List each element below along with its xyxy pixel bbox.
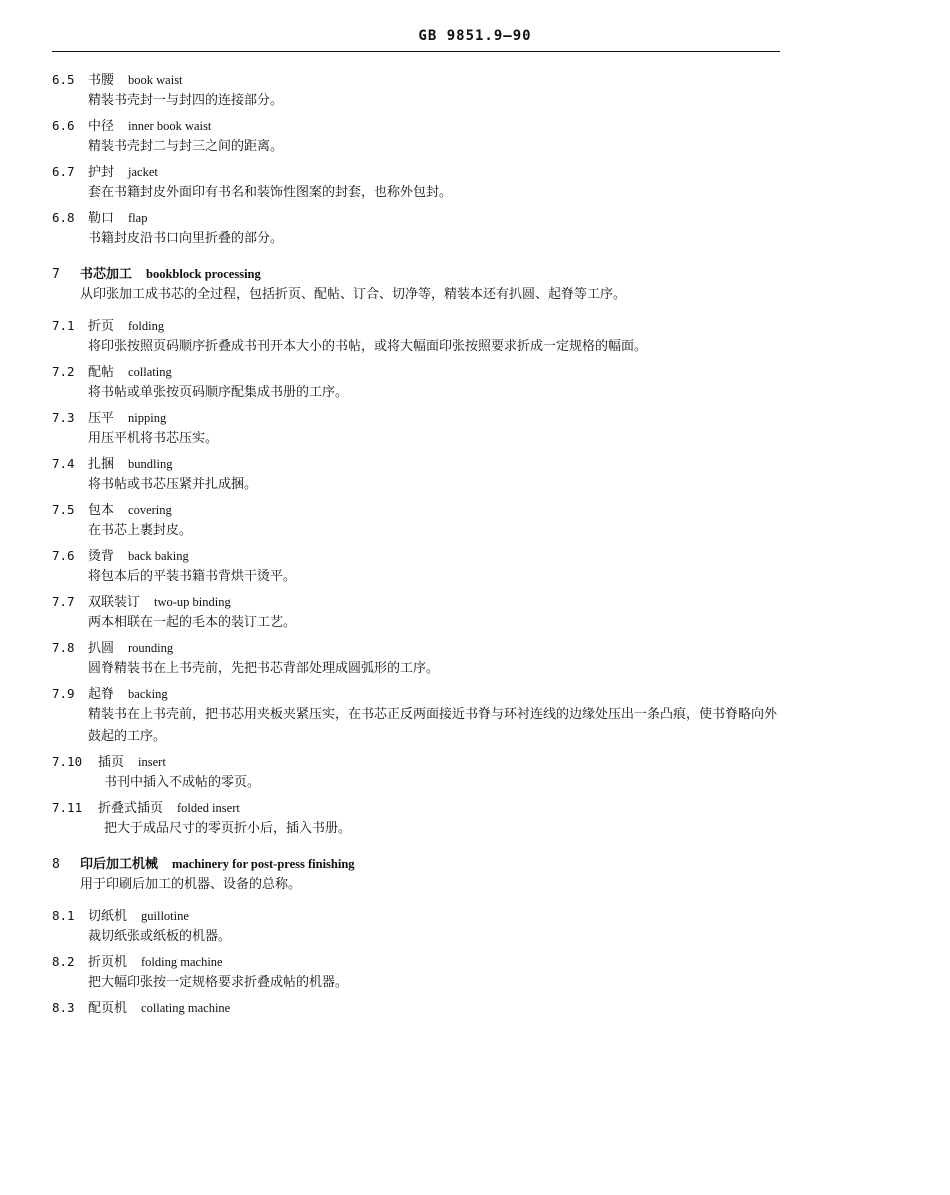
term-zh: 扎捆: [88, 457, 115, 472]
term-en: flap: [128, 211, 148, 225]
term-zh: 配帖: [88, 365, 115, 380]
term-number: 7.3: [52, 410, 75, 425]
term-en: inner book waist: [128, 119, 212, 133]
term-heading: [52, 364, 787, 382]
term-en: rounding: [128, 641, 174, 655]
term-number: 7.9: [52, 686, 75, 701]
term-zh: 护封: [88, 165, 115, 180]
term-number: 7.8: [52, 640, 75, 655]
term-definition: 精装书壳封二与封三之间的距离。: [88, 139, 284, 154]
term-definition: 用压平机将书芯压实。: [88, 431, 219, 446]
term-en: folding: [128, 319, 165, 333]
term-definition: 圆脊精装书在上书壳前，先把书芯背部处理成圆弧形的工序。: [88, 661, 440, 676]
term-zh: 包本: [88, 503, 115, 518]
term-en: collating machine: [141, 1001, 231, 1015]
term-number: 7.6: [52, 548, 75, 563]
term-definition: 裁切纸张或纸板的机器。: [88, 929, 232, 944]
term-number: 7.10: [52, 754, 83, 769]
section-definition: 从印张加工成书芯的全过程，包括折页、配帖、订合、切净等，精装本还有扒圆、起脊等工序。: [80, 287, 627, 302]
section-number: 8: [52, 857, 60, 872]
term-heading: [52, 502, 787, 520]
section-definition: 用于印刷后加工的机器、设备的总称。: [80, 877, 302, 892]
term-en: jacket: [128, 165, 158, 179]
term-definition: 套在书籍封皮外面印有书名和装饰性图案的封套，也称外包封。: [88, 185, 453, 200]
term-definition: 将书帖或书芯压紧并扎成捆。: [88, 477, 258, 492]
term-heading: [52, 908, 787, 926]
term-en: folded insert: [177, 801, 240, 815]
term-definition: 将书帖或单张按页码顺序配集成书册的工序。: [88, 385, 349, 400]
term-en: insert: [138, 755, 166, 769]
term-heading: [52, 640, 787, 658]
term-number: 7.5: [52, 502, 75, 517]
section-title-zh: 书芯加工: [80, 267, 133, 282]
section-heading: [52, 266, 787, 284]
term-heading: [52, 954, 787, 972]
term-definition: 书籍封皮沿书口向里折叠的部分。: [88, 231, 284, 246]
term-heading: [52, 686, 787, 704]
term-definition: 在书芯上裹封皮。: [88, 523, 193, 538]
term-number: 6.5: [52, 72, 75, 87]
term-number: 7.11: [52, 800, 83, 815]
document-body: [52, 72, 787, 1018]
section-number: 7: [52, 267, 60, 282]
term-number: 6.7: [52, 164, 75, 179]
term-en: two-up binding: [154, 595, 231, 609]
term-heading: [52, 118, 787, 136]
term-definition: 把大幅印张按一定规格要求折叠成帖的机器。: [88, 975, 349, 990]
term-heading: [52, 548, 787, 566]
section-title-en: machinery for post-press finishing: [172, 857, 355, 871]
term-zh: 烫背: [88, 549, 115, 564]
term-number: 8.3: [52, 1000, 75, 1015]
term-zh: 压平: [88, 411, 115, 426]
section-title-zh: 印后加工机械: [80, 857, 159, 872]
term-heading: [52, 410, 787, 428]
term-definition: 书刊中插入不成帖的零页。: [104, 775, 261, 790]
term-heading: [52, 800, 787, 818]
section-heading: [52, 856, 787, 874]
term-definition: 将包本后的平装书籍书背烘干烫平。: [88, 569, 297, 584]
term-zh: 折页: [88, 319, 115, 334]
section-title-en: bookblock processing: [146, 267, 261, 281]
term-number: 8.1: [52, 908, 75, 923]
term-en: guillotine: [141, 909, 189, 923]
term-en: book waist: [128, 73, 183, 87]
term-number: 7.7: [52, 594, 75, 609]
header-rule: [52, 51, 780, 52]
term-zh: 插页: [98, 755, 125, 770]
term-definition: 将印张按照页码顺序折叠成书刊开本大小的书帖，或将大幅面印张按照要求折成一定规格的幅面。: [88, 339, 648, 354]
term-zh: 折页机: [88, 955, 128, 970]
term-en: back baking: [128, 549, 189, 563]
term-definition: 把大于成品尺寸的零页折小后，插入书册。: [104, 821, 352, 836]
term-heading: [52, 164, 787, 182]
term-en: folding machine: [141, 955, 223, 969]
term-definition: 精装书在上书壳前，把书芯用夹板夹紧压实，在书芯正反两面接近书脊与环衬连线的边缘处压出一条凸痕，使书脊略向外鼓起的工序。: [88, 707, 778, 744]
term-zh: 切纸机: [88, 909, 128, 924]
page-header-standard: GB 9851.9—90: [418, 28, 532, 44]
term-definition: 精装书壳封一与封四的连接部分。: [88, 93, 284, 108]
term-heading: [52, 72, 787, 90]
term-zh: 起脊: [88, 687, 115, 702]
term-zh: 勒口: [88, 211, 115, 226]
term-en: backing: [128, 687, 168, 701]
term-number: 8.2: [52, 954, 75, 969]
term-en: collating: [128, 365, 172, 379]
term-number: 6.6: [52, 118, 75, 133]
term-number: 6.8: [52, 210, 75, 225]
term-en: bundling: [128, 457, 173, 471]
term-heading: [52, 754, 787, 772]
term-heading: [52, 318, 787, 336]
term-number: 7.4: [52, 456, 75, 471]
term-en: nipping: [128, 411, 167, 425]
term-zh: 扒圆: [88, 641, 115, 656]
term-heading: [52, 1000, 787, 1018]
term-number: 7.2: [52, 364, 75, 379]
term-zh: 书腰: [88, 73, 115, 88]
term-number: 7.1: [52, 318, 75, 333]
term-heading: [52, 594, 787, 612]
term-definition: 两本相联在一起的毛本的装订工艺。: [88, 615, 297, 630]
term-heading: [52, 210, 787, 228]
term-zh: 配页机: [88, 1001, 128, 1016]
term-zh: 中径: [88, 119, 115, 134]
term-zh: 双联装订: [88, 595, 141, 610]
term-heading: [52, 456, 787, 474]
term-en: covering: [128, 503, 172, 517]
term-zh: 折叠式插页: [98, 801, 164, 816]
